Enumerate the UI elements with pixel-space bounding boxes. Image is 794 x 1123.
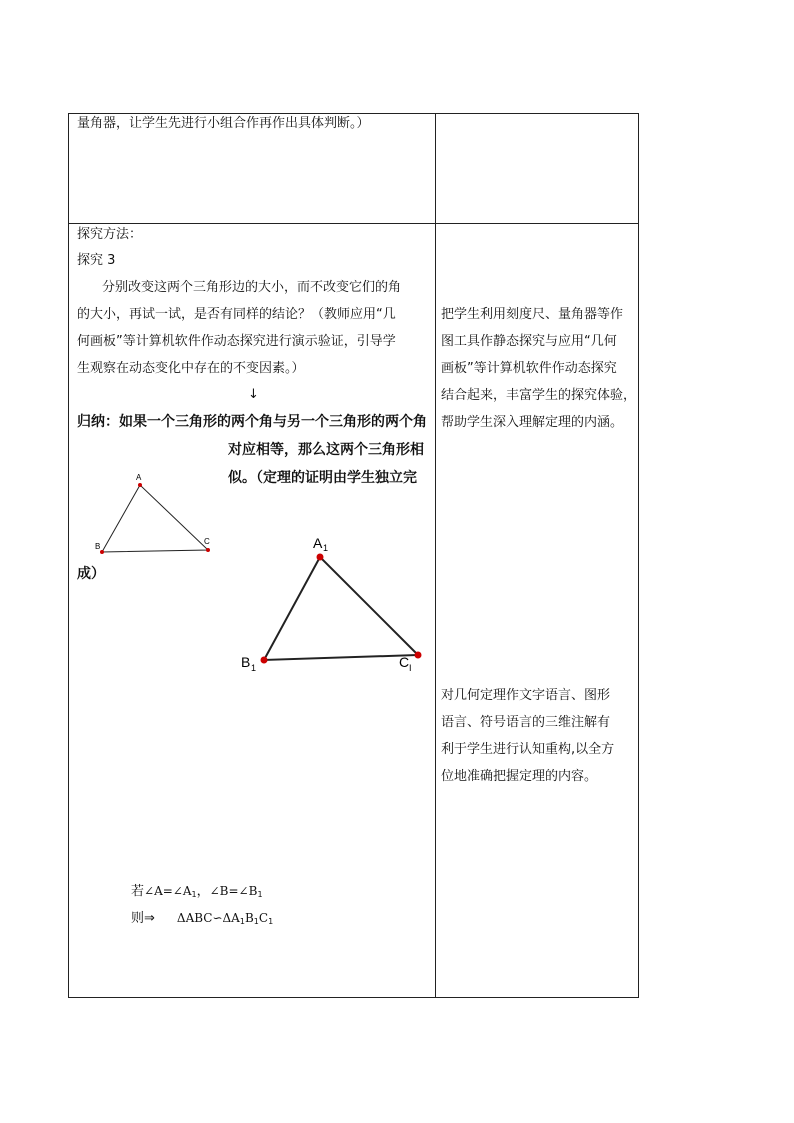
formula-if	[131, 883, 263, 903]
cond2: ∠B=∠B	[209, 884, 258, 898]
conclusion-line: 对应相等，那么这两个三角形相	[228, 442, 424, 458]
cond2-sub: 1	[257, 890, 263, 899]
triangle-abc-shape	[102, 485, 208, 552]
cond1: ∠A=∠A	[144, 884, 192, 898]
label-c: C	[204, 537, 210, 546]
vertex-a1	[317, 554, 324, 561]
paragraph-line: 生观察在动态变化中存在的不变因素。）	[77, 361, 305, 376]
label-b1-sub: 1	[251, 663, 257, 673]
vertex-b1	[261, 657, 268, 664]
formula-then	[131, 910, 273, 930]
label-c1: C	[399, 654, 410, 670]
note2-line: 语言、符号语言的三维注解有	[441, 715, 611, 730]
label-b1: B	[241, 654, 251, 670]
result-sub-b: 1	[253, 917, 259, 926]
row1-text: 量角器，让学生先进行小组合作再作出具体判断。）	[77, 116, 370, 131]
label-a1-sub: 1	[323, 543, 329, 553]
cond1-sub: 1	[191, 890, 197, 899]
row-divider	[68, 223, 639, 224]
conclusion-line: 归纳：如果一个三角形的两个角与另一个三角形的两个角	[77, 414, 427, 430]
conclusion-line: 成）	[77, 566, 105, 582]
result-sub-c: 1	[268, 917, 274, 926]
note2-line: 利于学生进行认知重构,以全方	[441, 742, 615, 757]
explore-label: 探究 3	[77, 253, 116, 268]
cond-sep: ，	[196, 884, 210, 899]
label-b: B	[95, 542, 101, 551]
note2-line: 对几何定理作文字语言、图形	[441, 688, 611, 703]
conclusion-line: 似。（定理的证明由学生独立完	[228, 470, 417, 486]
if-word: 若	[131, 884, 145, 899]
result-sub-a: 1	[239, 917, 245, 926]
paragraph-line: 何画板”等计算机软件作动态探究进行演示验证，引导学	[77, 334, 396, 349]
note1-line: 把学生利用刻度尺、量角器等作	[441, 307, 624, 322]
label-a: A	[136, 473, 142, 482]
result-b: B	[244, 911, 254, 925]
vertex-a	[138, 483, 142, 487]
label-c1-sub: I	[409, 663, 412, 673]
vertex-c1	[415, 652, 422, 659]
triangle-abc	[90, 470, 220, 560]
vertex-b	[100, 550, 104, 554]
method-label: 探究方法：	[77, 227, 143, 242]
note1-line: 画板”等计算机软件作动态探究	[441, 361, 617, 376]
note1-line: 图工具作静态探究与应用“几何	[441, 334, 617, 349]
triangle-a1b1c1-shape	[264, 557, 418, 660]
then-word: 则⇒	[131, 911, 155, 926]
result: ΔABC∽ΔA	[176, 911, 240, 925]
note1-line: 结合起来，丰富学生的探究体验，	[441, 388, 637, 403]
result-c: C	[258, 911, 269, 925]
paragraph-line: 分别改变这两个三角形边的大小，而不改变它们的角	[102, 280, 402, 295]
triangle-a1b1c1	[236, 532, 436, 677]
paragraph-line: 的大小，再试一试，是否有同样的结论？（教师应用“几	[77, 307, 396, 322]
down-arrow: ↓	[248, 387, 259, 402]
note1-line: 帮助学生深入理解定理的内涵。	[441, 415, 624, 430]
label-a1: A	[313, 535, 323, 551]
vertex-c	[206, 548, 210, 552]
note2-line: 位地准确把握定理的内容。	[441, 769, 598, 784]
